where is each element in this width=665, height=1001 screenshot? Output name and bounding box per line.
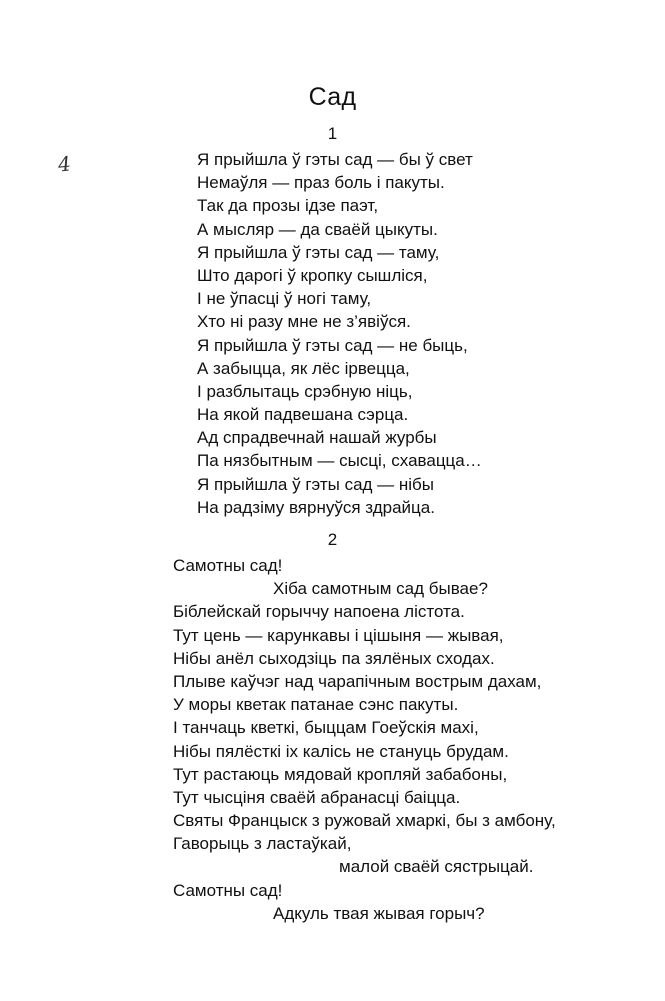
poem-line: На якой падвешана сэрца. [197, 405, 409, 425]
poem-line: На радзіму вярнуўся здрайца. [197, 497, 435, 517]
poem-line: Адкуль твая жывая горыч? [273, 903, 485, 923]
stanza-2 [173, 554, 556, 925]
handwritten-page-note: 4 [56, 151, 72, 177]
poem-line: Я прыйшла ў гэты сад — не быць, [197, 335, 468, 355]
poem-line: малой сваёй сястрыцай. [339, 857, 534, 877]
poem-line: А забыцца, як лёс ірвецца, [197, 358, 410, 378]
poem-line: І танчаць кветкі, быццам Гоеўскія махі, [173, 718, 479, 738]
poem-line: Гаворыць з ластаўкай, [173, 834, 352, 854]
poem-line: Самотны сад! [173, 556, 283, 575]
poem-line: Хто ні разу мне не з’явіўся. [197, 312, 411, 332]
poem-line: А мысляр — да сваёй цыкуты. [197, 219, 438, 239]
poem-line: Па нязбытным — сысці, схавацца… [197, 451, 482, 471]
poem-line: Самотны сад! [173, 880, 283, 900]
poem-line: Святы Францыск з ружовай хмаркі, бы з амбону, [173, 811, 556, 831]
poem-line: Я прыйшла ў гэты сад — таму, [197, 242, 440, 262]
section-number-2: 2 [327, 530, 338, 549]
poem-line: У моры кветак патанае сэнс пакуты. [173, 695, 459, 715]
poem-line: Што дарогі ў кропку сышліся, [197, 265, 428, 285]
section-number-1: 1 [327, 124, 338, 143]
poem-line: Нібы пялёсткі іх калісь не стануць брудам. [173, 741, 509, 761]
poem-line: Я прыйшла ў гэты сад — бы ў свет [197, 150, 473, 169]
poem-line: Тут цень — карункавы і цішыня — жывая, [173, 625, 504, 645]
stanza-1 [197, 148, 482, 519]
poem-line: Немаўля — праз боль і пакуты. [197, 173, 445, 193]
poem-line: І разблытаць срэбную ніць, [197, 381, 413, 401]
poem-title: Сад [308, 83, 357, 111]
poem-line: І не ўпасці ў ногі таму, [197, 289, 372, 309]
poem-line: Біблейскай горыччу напоена лістота. [173, 602, 465, 622]
poem-line: Я прыйшла ў гэты сад — нібы [197, 474, 435, 494]
poem-line: Хіба самотным сад бывае? [273, 579, 488, 599]
poem-line: Нібы анёл сыходзіць па зялёных сходах. [173, 648, 495, 668]
poem-line: Ад спрадвечнай нашай журбы [197, 428, 437, 448]
poem-line: Тут чысціня сваёй абранасці баіцца. [173, 787, 461, 807]
poem-line: Так да прозы ідзе паэт, [197, 196, 379, 216]
poem-line: Плыве каўчэг над чарапічным вострым дахам, [173, 671, 542, 691]
poem-line: Тут растаюць мядовай кропляй забабоны, [173, 764, 508, 784]
